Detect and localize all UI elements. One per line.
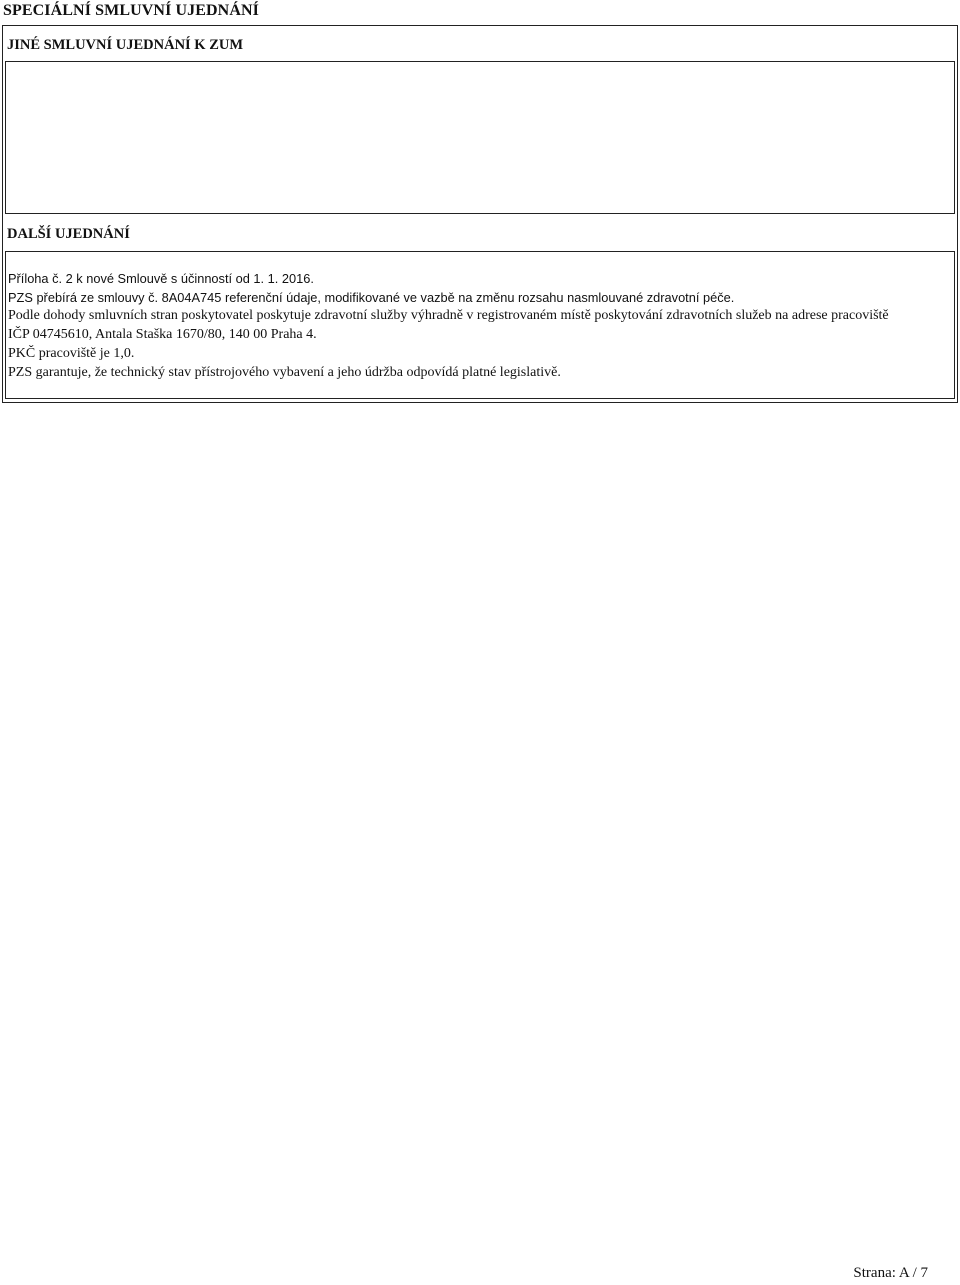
- section-box-jine-ujednani: [5, 61, 955, 214]
- text-line: IČP 04745610, Antala Staška 1670/80, 140 00 Praha 4.: [8, 327, 317, 343]
- text-line: Příloha č. 2 k nové Smlouvě s účinností od 1. 1. 2016.: [8, 271, 314, 286]
- text-line: PZS garantuje, že technický stav přístrojového vybavení a jeho údržba odpovídá platné legislativě.: [8, 364, 561, 380]
- page-heading: SPECIÁLNÍ SMLUVNÍ UJEDNÁNÍ: [3, 2, 259, 19]
- section-title-jine-ujednani: JINÉ SMLUVNÍ UJEDNÁNÍ K ZUM: [7, 37, 244, 53]
- text-line: PKČ pracoviště je 1,0.: [8, 345, 135, 361]
- dalsi-ujednani-text: [8, 270, 954, 382]
- section-title-dalsi-ujednani: DALŠÍ UJEDNÁNÍ: [7, 226, 130, 242]
- text-line: Podle dohody smluvních stran poskytovatel poskytuje zdravotní služby výhradně v registrovaném místě poskytování zdravotních služeb na adrese pracoviště: [8, 308, 889, 324]
- text-line: PZS přebírá ze smlouvy č. 8A04A745 referenční údaje, modifikované ve vazbě na změnu rozsahu nasmlouvané zdravotní péče.: [8, 289, 735, 305]
- page-number: Strana: A / 7: [853, 1265, 928, 1281]
